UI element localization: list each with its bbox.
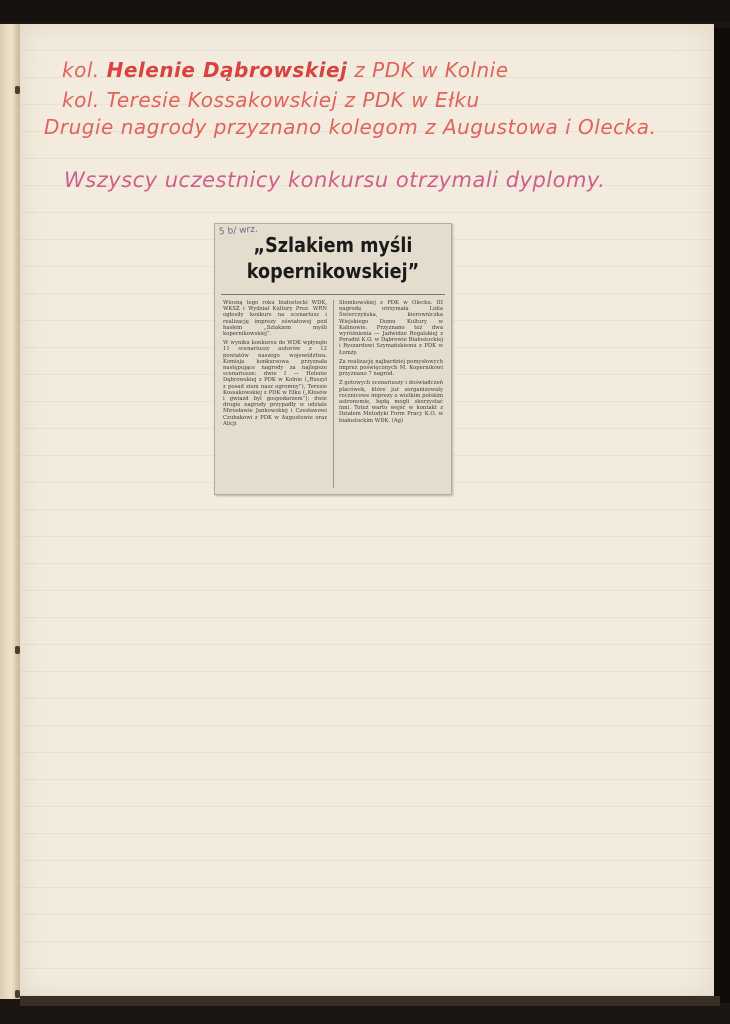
handwritten-name: Helenie Dąbrowskiej (106, 58, 348, 82)
page-bottom-edge (20, 996, 720, 1006)
article-paragraph: Z gotowych scenariuszy i doświadczeń placówek, które już zorganizowały rocznicowe imprezy o wielkim polskim astronomie, będą mogli skorzystać inni. Toteż warto wejść w kontakt z Działem Metodyki Form Pracy K.O. w białostockim WDK. (Ag) (339, 380, 443, 424)
handwritten-line-2: kol. Teresie Kossakowskiej z PDK w Ełku (62, 88, 480, 112)
clipping-headline: „Szlakiem myśli kopernikowskiej” (246, 233, 420, 283)
handwritten-rest: z PDK w Kolnie (354, 58, 509, 82)
clipping-stamp: 5 b/ wrz. (218, 224, 259, 238)
handwritten-prefix: kol. (62, 58, 100, 82)
article-paragraph: W wyniku konkursu do WDK wpłynęło 11 scenariuszy autorów z 12 powiatów naszego województwa. Komisja konkursowa przyznała następujące nagrody za najlepsze scenariusze: dwie I — Helenie Dąbrowskiej z PDK w Kolnie („Ruszył z posad ziem nasz ogromny”), Teresie Kossakowskiej z PDK w Ełku („Kłosów i gwiazd był gospodarzem”); dwie drugie nagrody przypadły w udziale Mirosławie Jankowskiej i Czesławowi Czubakowi z PDK w Augustowie oraz Alicji (223, 340, 327, 427)
article-paragraph: Za realizację najbardziej pomysłowych imprez poświęconych M. Kopernikowi przyznano 7 nagród. (339, 358, 443, 378)
handwritten-line-3: Drugie nagrody przyznano kolegom z Augustowa i Olecka. (44, 115, 657, 139)
article-column-right (339, 300, 443, 427)
article-paragraph: Słomkowskiej z PDK w Olecku. III nagrodę otrzymała Lidia Świerczyńska, kierowniczka Wiejskiego Domu Kultury w Kalinowie. Przyznano też dwa wyróżnienia — Jadwidze Rogalskiej z Poradni K.O. w Dąbrowie Białostockiej i Ryszardowi Szymańskiemu z PDK w Łomży. (339, 300, 443, 356)
handwritten-line-4: Wszyscy uczestnicy konkursu otrzymali dyplomy. (64, 168, 606, 192)
handwritten-line-1 (62, 58, 509, 82)
previous-page-edge (0, 24, 21, 999)
top-shadow (0, 0, 730, 22)
newspaper-clipping (214, 223, 452, 495)
article-column-left (223, 300, 327, 430)
book-cover-edge (714, 28, 730, 1003)
headline-rule (221, 294, 445, 295)
article-paragraph: Wiosną tego roku białostocki WDK, WKSZ i Wydział Kultury Prez. WRN ogłosiły konkurs na scenariusz i realizację imprezy oświatowej pod hasłem „Szlakiem myśli kopernikowskiej”. (223, 300, 327, 338)
column-divider (333, 300, 334, 488)
